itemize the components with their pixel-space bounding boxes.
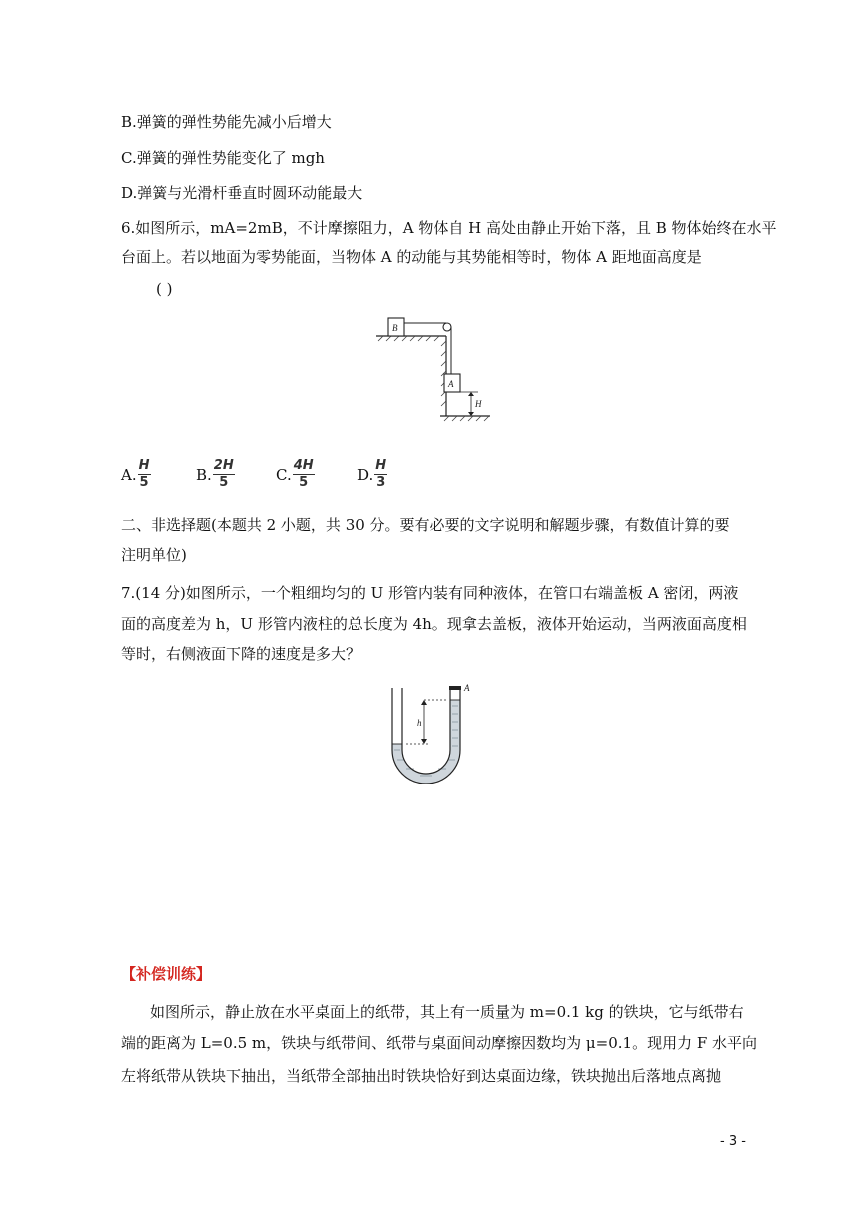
q7-label-h: h — [417, 718, 422, 728]
page-number: - 3 - — [720, 1134, 746, 1149]
q6-label-a: A — [448, 379, 454, 389]
q7-text-line3: 等时，右侧液面下降的速度是多大？ — [121, 645, 362, 663]
q7-label-a: A — [464, 684, 470, 693]
fraction — [374, 458, 387, 491]
q5-option-b: B.弹簧的弹性势能先减小后增大 — [121, 113, 332, 131]
section2-heading-line2: 注明单位) — [121, 546, 187, 564]
supplement-text-line2: 端的距离为 L=0.5 m，铁块与纸带间、纸带与桌面间动摩擦因数均为 μ=0.1。现用力 F 水平向 — [121, 1034, 758, 1052]
supplement-title: 【补偿训练】 — [121, 965, 212, 983]
q7-text-line1: 7.(14 分)如图所示，一个粗细均匀的 U 形管内装有同种液体，在管口右端盖板 A 密闭，两液 — [121, 584, 739, 602]
q6-option-a[interactable] — [121, 458, 151, 491]
q6-option-d[interactable] — [357, 458, 387, 491]
section2-heading-line1: 二、非选择题(本题共 2 小题，共 30 分。要有必要的文字说明和解题步骤，有数值计算的要 — [121, 516, 730, 534]
q6-pulley-figure — [374, 314, 496, 426]
q6-text-line1: 6.如图所示，mA=2mB，不计摩擦阻力，A 物体自 H 高处由静止开始下落，且 B 物体始终在水平 — [121, 219, 777, 237]
option-letter: A. — [121, 465, 137, 484]
q6-label-b: B — [392, 323, 398, 333]
numerator: H — [138, 458, 150, 473]
option-letter: D. — [357, 465, 374, 484]
denominator: 5 — [299, 475, 309, 490]
q6-option-b[interactable] — [196, 458, 235, 491]
q6-label-h: H — [475, 399, 482, 409]
fraction — [213, 458, 235, 491]
q6-answer-bracket: ( ) — [156, 280, 173, 298]
supplement-text-line3: 左将纸带从铁块下抽出，当纸带全部抽出时铁块恰好到达桌面边缘，铁块抛出后落地点离抛 — [121, 1067, 722, 1085]
option-letter: C. — [276, 465, 292, 484]
fraction — [293, 458, 315, 491]
q6-option-c[interactable] — [276, 458, 315, 491]
q7-u-tube-figure — [384, 684, 474, 784]
option-letter: B. — [196, 465, 212, 484]
numerator: 2H — [213, 458, 234, 473]
q5-option-c: C.弹簧的弹性势能变化了 mgh — [121, 149, 325, 167]
denominator: 5 — [219, 475, 229, 490]
numerator: H — [375, 458, 387, 473]
fraction — [138, 458, 151, 491]
numerator: 4H — [293, 458, 314, 473]
q7-text-line2: 面的高度差为 h，U 形管内液柱的总长度为 4h。现拿去盖板，液体开始运动，当两液面高度相 — [121, 615, 747, 633]
denominator: 3 — [376, 475, 386, 490]
supplement-text-line1: 如图所示，静止放在水平桌面上的纸带，其上有一质量为 m=0.1 kg 的铁块，它与纸带右 — [150, 1003, 744, 1021]
q5-option-d: D.弹簧与光滑杆垂直时圆环动能最大 — [121, 184, 363, 202]
q6-text-line2: 台面上。若以地面为零势能面，当物体 A 的动能与其势能相等时，物体 A 距地面高度是 — [121, 248, 702, 266]
denominator: 5 — [139, 475, 149, 490]
